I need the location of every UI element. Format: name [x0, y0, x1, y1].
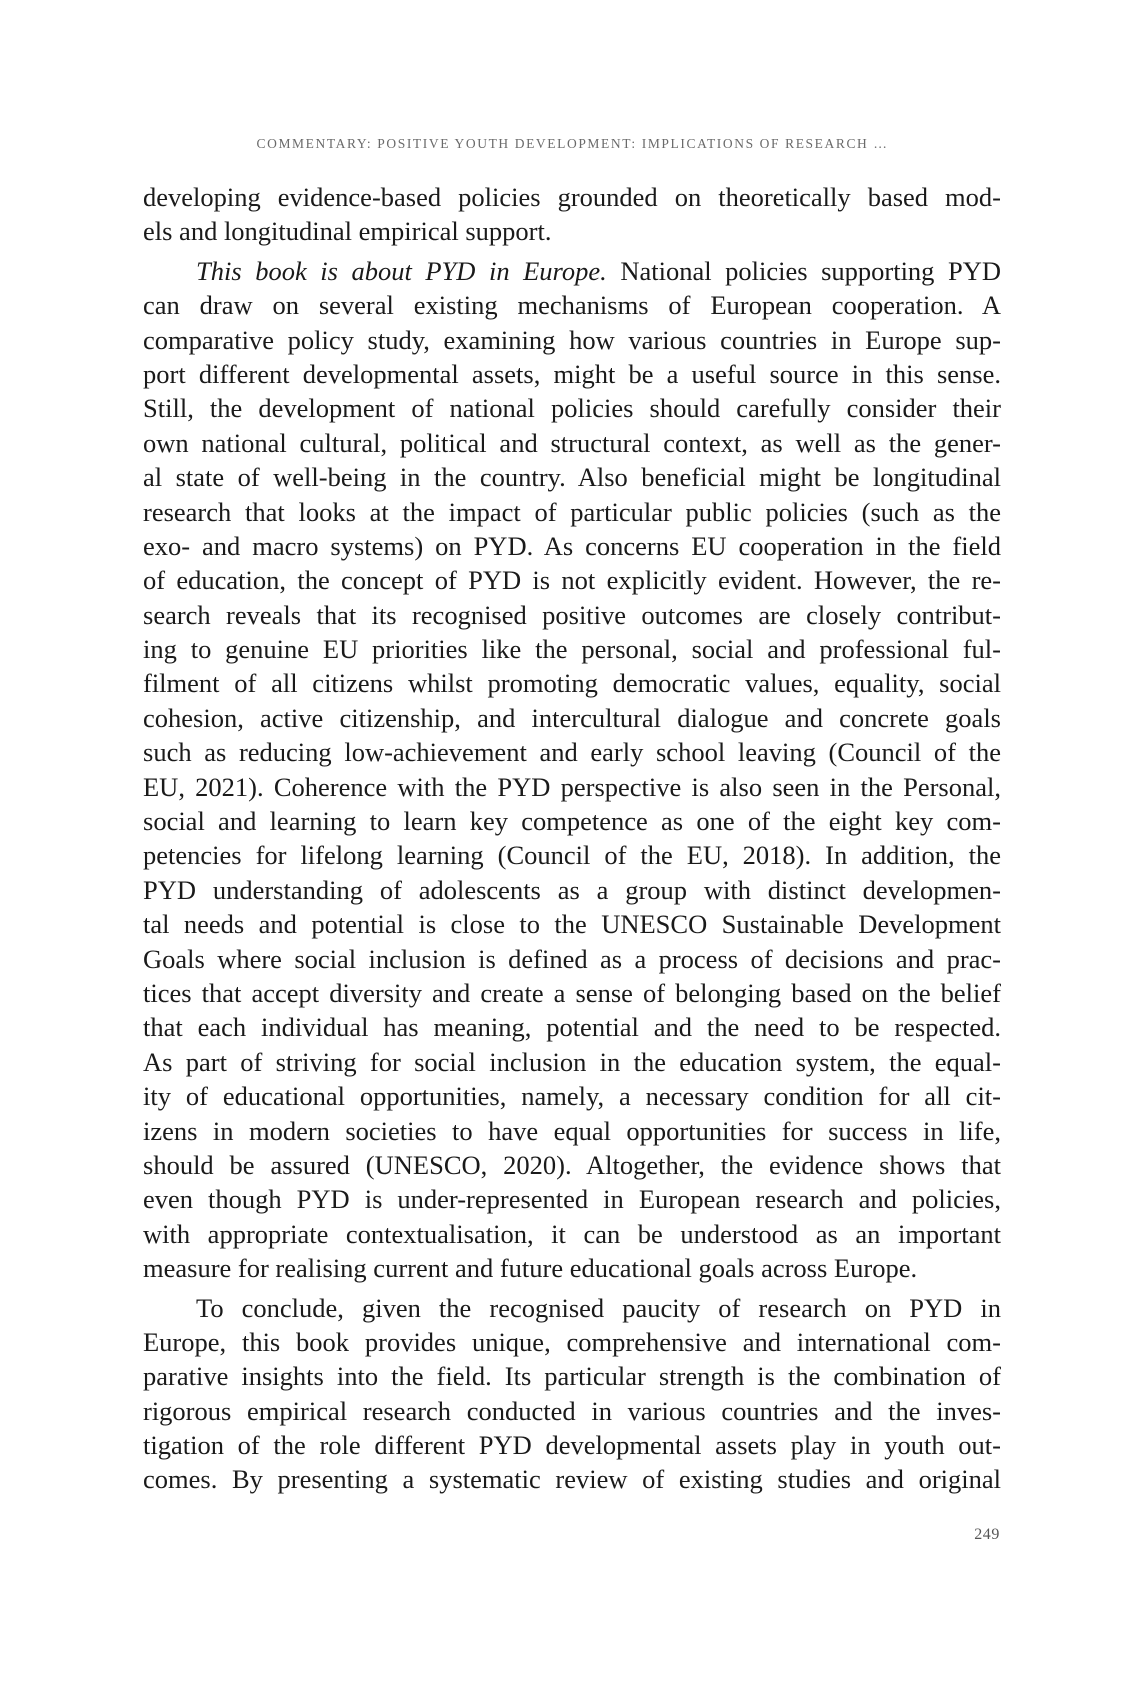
text-line: research that looks at the impact of particular public policies (such as the [143, 496, 1001, 527]
text-line: tal needs and potential is close to the UNESCO Sustainable Development [143, 909, 1001, 940]
text-line: rigorous empirical research conducted in various countries and the inves- [143, 1395, 1001, 1426]
text-line: even though PYD is under-represented in European research and policies, [143, 1184, 1001, 1215]
text-line: EU, 2021). Coherence with the PYD perspective is also seen in the Personal, [143, 771, 1001, 802]
text-line: that each individual has meaning, potential and the need to be respected. [143, 1012, 1001, 1043]
text-line [143, 254, 1001, 288]
page-number: 249 [974, 1526, 1000, 1543]
running-head: COMMENTARY: POSITIVE YOUTH DEVELOPMENT: IMPLICATIONS OF RESEARCH … [256, 136, 889, 151]
text-line: parative insights into the field. Its particular strength is the combination of [143, 1361, 1001, 1392]
text-line: Still, the development of national policies should carefully consider their [143, 393, 1001, 424]
text-line: cohesion, active citizenship, and intercultural dialogue and concrete goals [143, 702, 1001, 733]
body-text [143, 180, 1001, 1497]
text-line: ing to genuine EU priorities like the personal, social and professional ful- [143, 634, 1001, 665]
text-line: of education, the concept of PYD is not explicitly evident. However, the re- [143, 565, 1001, 596]
text-line: exo- and macro systems) on PYD. As concerns EU cooperation in the field [143, 530, 1001, 561]
italic-lead-sentence: This book is about PYD in Europe. [196, 255, 607, 286]
text-line: els and longitudinal empirical support. [143, 216, 552, 247]
text-line: tices that accept diversity and create a sense of belonging based on the belief [143, 977, 1001, 1008]
text-line: tigation of the role different PYD developmental assets play in youth out- [143, 1430, 1001, 1461]
text-line: comparative policy study, examining how various countries in Europe sup- [143, 324, 1001, 355]
text-line: can draw on several existing mechanisms of European cooperation. A [143, 290, 1001, 321]
text-line: with appropriate contextualisation, it can be understood as an important [143, 1218, 1001, 1249]
text-line: petencies for lifelong learning (Council of the EU, 2018). In addition, the [143, 840, 1001, 871]
text-line: filment of all citizens whilst promoting democratic values, equality, social [143, 668, 1001, 699]
text-line: ity of educational opportunities, namely, a necessary condition for all cit- [143, 1081, 1001, 1112]
text-line: Goals where social inclusion is defined as a process of decisions and prac- [143, 943, 1001, 974]
paragraph-2 [143, 254, 1001, 1286]
text-line: As part of striving for social inclusion in the education system, the equal- [143, 1046, 1001, 1077]
text-line: such as reducing low-achievement and early school leaving (Council of the [143, 737, 1001, 768]
text-line: To conclude, given the recognised paucity of research on PYD in [196, 1292, 1001, 1323]
text-line: port different developmental assets, might be a useful source in this sense. [143, 358, 1001, 389]
text-line: Europe, this book provides unique, comprehensive and international com- [143, 1326, 1001, 1357]
text-line-rest: National policies supporting PYD [606, 255, 1001, 286]
text-line: developing evidence-based policies grounded on theoretically based mod- [143, 182, 1001, 212]
text-line: measure for realising current and future educational goals across Europe. [143, 1253, 918, 1284]
text-line: comes. By presenting a systematic review of existing studies and original [143, 1464, 1001, 1495]
paragraph-3 [143, 1291, 1001, 1497]
text-line: social and learning to learn key competence as one of the eight key com- [143, 806, 1001, 837]
text-line: own national cultural, political and structural context, as well as the gener- [143, 427, 1001, 458]
text-line: PYD understanding of adolescents as a group with distinct developmen- [143, 874, 1001, 905]
text-line: izens in modern societies to have equal opportunities for success in life, [143, 1115, 1001, 1146]
text-line: should be assured (UNESCO, 2020). Altogether, the evidence shows that [143, 1149, 1001, 1180]
paragraph-1 [143, 180, 1001, 249]
text-line: search reveals that its recognised positive outcomes are closely contribut- [143, 599, 1001, 630]
text-line: al state of well-being in the country. Also beneficial might be longitudinal [143, 462, 1001, 493]
